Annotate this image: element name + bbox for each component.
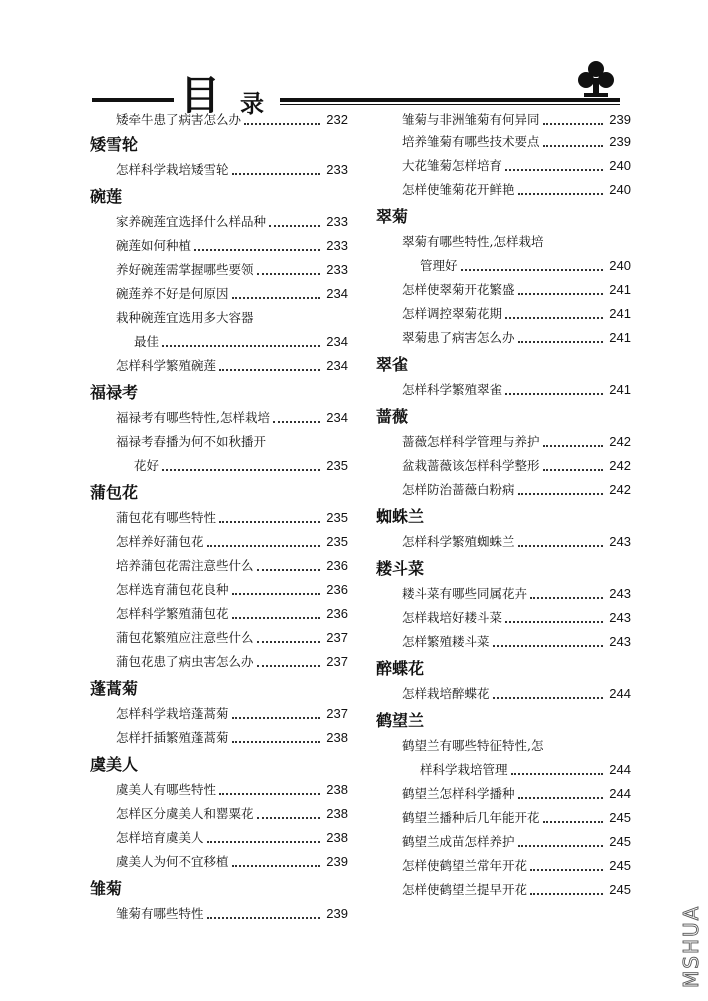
toc-entry-title: 怎样使翠菊开花繁盛 [402,282,515,297]
toc-entry[interactable] [90,850,348,874]
toc-page-number: 234 [326,334,348,349]
toc-leader-dots [232,741,320,743]
toc-entry-title: 怎样科学繁殖蜘蛛兰 [402,534,515,549]
toc-page-number: 233 [326,162,348,177]
toc-page-number: 234 [326,410,348,425]
toc-entry[interactable] [90,430,348,454]
toc-entry[interactable] [90,158,348,182]
section-heading: 蔷薇 [376,407,409,426]
toc-entry[interactable] [90,802,348,826]
toc-leader-dots [543,445,603,447]
toc-leader-dots [269,225,320,227]
toc-entry-title: 怎样使雏菊花开鲜艳 [402,182,515,197]
toc-page-number: 244 [609,686,631,701]
toc-entry-title: 怎样使鹤望兰提早开花 [402,882,528,897]
toc-entry-title: 怎样选育蒲包花良种 [116,582,229,597]
toc-entry[interactable] [90,902,348,926]
toc-entry[interactable] [90,306,348,330]
toc-page-number: 240 [609,182,631,197]
toc-page-number: 243 [609,586,631,601]
toc-page-number: 236 [326,606,348,621]
toc-leader-dots [530,869,603,871]
toc-entry-title: 怎样科学繁殖蒲包花 [116,606,229,621]
toc-entry-title: 家养碗莲宜选择什么样品种 [116,214,267,229]
toc-entry[interactable] [376,326,631,350]
toc-entry-title: 花好 [134,458,160,473]
toc-leader-dots [232,593,320,595]
toc-entry-title: 盆栽蔷薇该怎样科学整形 [402,458,540,473]
toc-entry[interactable] [376,878,631,902]
section-heading: 蓬蒿菊 [90,679,139,698]
toc-entry-title: 翠菊患了病害怎么办 [402,330,515,345]
toc-entry-title: 蒲包花有哪些特性 [116,510,217,525]
toc-entry-title: 雏菊有哪些特性 [116,906,204,921]
toc-entry-title: 大花雏菊怎样培育 [402,158,503,173]
toc-page-number: 241 [609,330,631,345]
toc-page-number: 238 [326,830,348,845]
toc-page-number: 242 [609,434,631,449]
toc-entry-title: 雏菊与非洲雏菊有何异同 [402,112,540,127]
toc-entry-title: 耧斗菜有哪些同属花卉 [402,586,528,601]
toc-leader-dots [518,293,603,295]
toc-leader-dots [543,145,603,147]
toc-page-number: 238 [326,806,348,821]
toc-page-number: 244 [609,762,631,777]
toc-page-number: 237 [326,630,348,645]
toc-leader-dots [518,493,603,495]
club-ornament-icon [570,58,622,100]
toc-entry[interactable] [376,582,631,606]
toc-entry-title: 怎样繁殖耧斗菜 [402,634,490,649]
toc-entry[interactable] [376,178,631,202]
toc-page-number: 233 [326,238,348,253]
toc-leader-dots [505,393,603,395]
toc-entry[interactable] [376,154,631,178]
toc-entry[interactable] [376,130,631,154]
toc-leader-dots [530,597,603,599]
toc-entry[interactable] [376,254,631,278]
toc-entry[interactable] [90,626,348,650]
toc-page-number: 245 [609,810,631,825]
toc-leader-dots [518,797,603,799]
toc-page-number: 239 [326,906,348,921]
toc-entry[interactable] [90,108,348,130]
toc-page-number: 243 [609,610,631,625]
toc-page-number: 235 [326,510,348,525]
toc-entry-title: 怎样科学繁殖碗莲 [116,358,217,373]
toc-leader-dots [232,173,320,175]
toc-page-number: 233 [326,214,348,229]
toc-entry[interactable] [90,330,348,354]
toc-entry[interactable] [376,854,631,878]
toc-leader-dots [273,421,320,423]
section-heading: 翠雀 [376,355,409,374]
toc-entry-title: 培养蒲包花需注意些什么 [116,558,254,573]
toc-entry-title: 福禄考有哪些特性,怎样栽培 [116,410,270,425]
toc-leader-dots [219,793,320,795]
toc-entry[interactable] [376,108,631,130]
toc-entry-title: 怎样科学繁殖翠雀 [402,382,503,397]
toc-entry-title: 怎样防治蔷薇白粉病 [402,482,515,497]
toc-entry[interactable] [90,650,348,674]
toc-entry-title: 碗莲如何种植 [116,238,192,253]
toc-leader-dots [207,917,320,919]
header-rule-left [92,98,174,102]
section-heading: 福禄考 [90,383,139,402]
toc-page-number: 241 [609,382,631,397]
toc-entry[interactable] [90,354,348,378]
toc-leader-dots [257,665,320,667]
toc-leader-dots [518,341,603,343]
toc-entry[interactable] [376,530,631,554]
toc-leader-dots [543,123,603,125]
toc-page-number: 241 [609,306,631,321]
header-rule-right-thin [280,104,620,105]
toc-entry-title: 怎样培育虞美人 [116,830,204,845]
section-heading: 鹤望兰 [376,711,425,730]
toc-entry-title: 栽种碗莲宜选用多大容器 [116,310,254,325]
toc-entry[interactable] [376,782,631,806]
toc-page-number: 238 [326,782,348,797]
toc-page-number: 235 [326,458,348,473]
toc-leader-dots [518,193,603,195]
toc-page-number: 234 [326,358,348,373]
section-heading: 醉蝶花 [376,659,425,678]
toc-leader-dots [194,249,320,251]
toc-entry-title: 怎样区分虞美人和罂粟花 [116,806,254,821]
toc-entry-title: 蒲包花患了病虫害怎么办 [116,654,254,669]
toc-page-number: 239 [609,134,631,149]
toc-leader-dots [493,645,603,647]
toc-entry[interactable] [376,278,631,302]
toc-page-number: 245 [609,882,631,897]
toc-entry[interactable] [90,234,348,258]
toc-entry-title: 养好碗莲需掌握哪些要领 [116,262,254,277]
section-heading: 碗莲 [90,187,123,206]
toc-entry-title: 鹤望兰有哪些特征特性,怎 [402,738,544,753]
header-title-char-2: 录 [240,90,264,118]
toc-left-column [90,108,348,926]
toc-page-number: 236 [326,582,348,597]
toc-leader-dots [518,845,603,847]
toc-page-number: 234 [326,286,348,301]
toc-page-number: 243 [609,534,631,549]
toc-entry[interactable] [90,406,348,430]
toc-leader-dots [244,123,320,125]
toc-entry[interactable] [90,258,348,282]
toc-leader-dots [257,641,320,643]
toc-leader-dots [461,269,603,271]
toc-page-number: 237 [326,654,348,669]
toc-entry-title: 鹤望兰怎样科学播种 [402,786,515,801]
toc-entry[interactable] [90,578,348,602]
toc-leader-dots [232,297,320,299]
watermark-text: MSHUA [679,904,703,988]
toc-leader-dots [207,841,320,843]
toc-leader-dots [257,569,320,571]
toc-page-number: 239 [326,854,348,869]
toc-leader-dots [493,697,603,699]
toc-entry[interactable] [90,778,348,802]
toc-entry-title: 怎样栽培好耧斗菜 [402,610,503,625]
toc-leader-dots [219,521,320,523]
toc-entry[interactable] [90,726,348,750]
header-rule-right [280,98,620,102]
toc-leader-dots [162,469,320,471]
toc-entry[interactable] [376,478,631,502]
section-heading: 翠菊 [376,207,409,226]
toc-entry-title: 蒲包花繁殖应注意些什么 [116,630,254,645]
toc-entry-title: 样科学栽培管理 [420,762,508,777]
toc-page-number: 241 [609,282,631,297]
toc-page-number: 240 [609,158,631,173]
toc-entry[interactable] [90,826,348,850]
section-heading: 蒲包花 [90,483,139,502]
toc-entry-title: 怎样栽培醉蝶花 [402,686,490,701]
toc-page-number: 236 [326,558,348,573]
toc-leader-dots [530,893,603,895]
toc-entry-title: 碗莲养不好是何原因 [116,286,229,301]
toc-page-number: 243 [609,634,631,649]
toc-entry-title: 怎样科学栽培矮雪轮 [116,162,229,177]
toc-page-number: 245 [609,858,631,873]
toc-page-number: 235 [326,534,348,549]
section-heading: 矮雪轮 [90,135,139,154]
section-heading: 虞美人 [90,755,139,774]
toc-leader-dots [543,469,603,471]
toc-entry-title: 翠菊有哪些特性,怎样栽培 [402,234,544,249]
toc-entry[interactable] [376,454,631,478]
toc-entry-title: 怎样科学栽培蓬蒿菊 [116,706,229,721]
toc-page-number: 245 [609,834,631,849]
toc-page-number: 240 [609,258,631,273]
toc-page-number: 232 [326,112,348,127]
toc-entry[interactable] [90,210,348,234]
toc-page-number: 242 [609,482,631,497]
toc-entry[interactable] [90,702,348,726]
toc-entry-title: 虞美人为何不宜移植 [116,854,229,869]
toc-leader-dots [162,345,320,347]
toc-entry-title: 怎样扦插繁殖蓬蒿菊 [116,730,229,745]
toc-leader-dots [232,617,320,619]
toc-entry[interactable] [90,602,348,626]
toc-page-number: 244 [609,786,631,801]
header-title-char-1: 目 [180,73,220,119]
toc-entry[interactable] [376,606,631,630]
toc-leader-dots [257,273,320,275]
toc-leader-dots [232,717,320,719]
toc-leader-dots [505,317,603,319]
toc-entry[interactable] [376,230,631,254]
toc-leader-dots [232,865,320,867]
toc-entry[interactable] [376,806,631,830]
toc-page-number: 239 [609,112,631,127]
toc-entry[interactable] [376,378,631,402]
toc-entry-title: 怎样使鹤望兰常年开花 [402,858,528,873]
toc-entry-title: 培养雏菊有哪些技术要点 [402,134,540,149]
toc-page-number: 238 [326,730,348,745]
toc-leader-dots [518,545,603,547]
toc-page-number: 237 [326,706,348,721]
toc-leader-dots [207,545,320,547]
section-heading: 耧斗菜 [376,559,425,578]
toc-entry[interactable] [376,758,631,782]
toc-entry[interactable] [90,554,348,578]
toc-leader-dots [505,621,603,623]
toc-page-number: 242 [609,458,631,473]
toc-leader-dots [505,169,603,171]
toc-entry[interactable] [376,830,631,854]
toc-entry[interactable] [90,282,348,306]
toc-right-column [376,108,631,902]
toc-entry-title: 鹤望兰播种后几年能开花 [402,810,540,825]
section-heading: 蜘蛛兰 [376,507,425,526]
watermark [676,880,706,990]
toc-entry-title: 蔷薇怎样科学管理与养护 [402,434,540,449]
toc-entry-title: 福禄考春播为何不如秋播开 [116,434,267,449]
toc-leader-dots [219,369,320,371]
toc-leader-dots [543,821,603,823]
toc-entry[interactable] [90,530,348,554]
toc-entry-title: 管理好 [420,258,458,273]
toc-entry[interactable] [376,682,631,706]
toc-entry-title: 怎样养好蒲包花 [116,534,204,549]
toc-entry[interactable] [376,734,631,758]
toc-entry[interactable] [376,630,631,654]
toc-leader-dots [511,773,603,775]
toc-entry[interactable] [90,506,348,530]
toc-leader-dots [257,817,320,819]
toc-entry[interactable] [376,430,631,454]
toc-page-number: 233 [326,262,348,277]
toc-entry[interactable] [376,302,631,326]
toc-entry-title: 鹤望兰成苗怎样养护 [402,834,515,849]
toc-entry-title: 矮牵牛患了病害怎么办 [116,112,242,127]
section-heading: 雏菊 [90,879,123,898]
toc-entry[interactable] [90,454,348,478]
toc-entry-title: 怎样调控翠菊花期 [402,306,503,321]
toc-entry-title: 最佳 [134,334,160,349]
toc-entry-title: 虞美人有哪些特性 [116,782,217,797]
